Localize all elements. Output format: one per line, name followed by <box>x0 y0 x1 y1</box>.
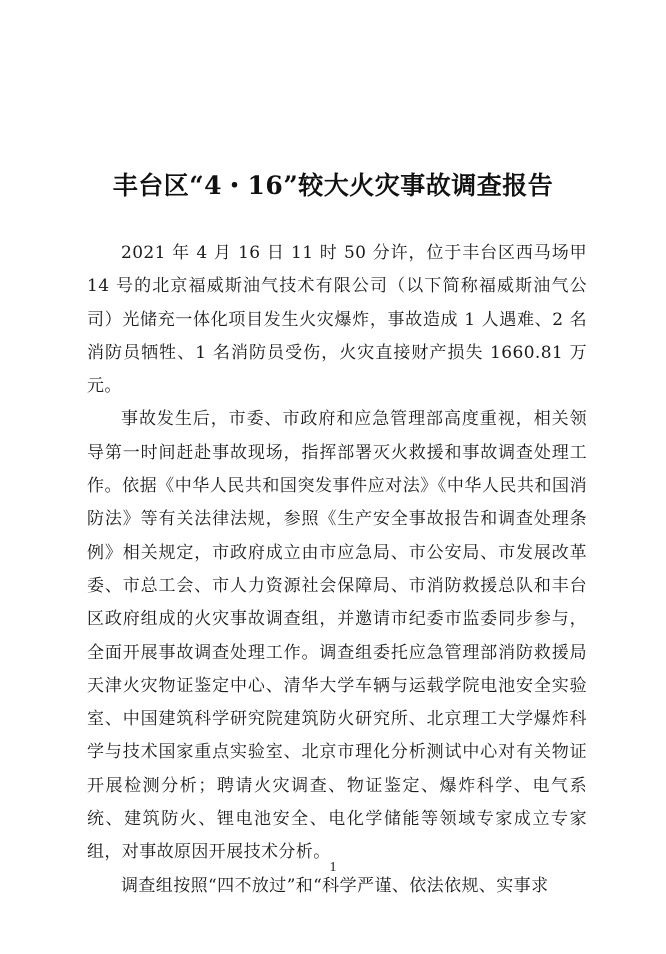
page-number: 1 <box>329 860 337 875</box>
paragraph-incident-summary: 2021 年 4 月 16 日 11 时 50 分许，位于丰台区西马场甲 14 号的北京福威斯油气技术有限公司（以下简称福威斯油气公司）光储充一体化项目发生火灾爆炸，事故造成 1 人遇难、2 名消防员牺牲、1 名消防员受伤，火灾直接财产损失 1660.81 万元。 <box>87 243 587 397</box>
document-title: 丰台区“4・16”较大火灾事故调查报告 <box>112 171 554 200</box>
paragraph-investigation-principles: 调查组按照“四不放过”和“科学严谨、依法依规、实事求 <box>121 875 549 896</box>
document-body <box>87 237 587 903</box>
paragraph-investigation-setup: 事故发生后，市委、市政府和应急管理部高度重视，相关领导第一时间赶赴事故现场，指挥部署灭火救援和事故调查处理工作。依据《中华人民共和国突发事件应对法》《中华人民共和国消防法》等有关法律法规，参照《生产安全事故报告和调查处理条例》相关规定，市政府成立由市应急局、市公安局、市发展改革委、市总工会、市人力资源社会保障局、市消防救援总队和丰台区政府组成的火灾事故调查组，并邀请市纪委市监委同步参与，全面开展事故调查处理工作。调查组委托应急管理部消防救援局天津火灾物证鉴定中心、清华大学车辆与运载学院电池安全实验室、中国建筑科学研究院建筑防火研究所、北京理工大学爆炸科学与技术国家重点实验室、北京市理化分析测试中心对有关物证开展检测分析；聘请火灾调查、物证鉴定、爆炸科学、电气系统、建筑防火、锂电池安全、电化学储能等领域专家成立专家组，对事故原因开展技术分析。 <box>87 409 587 863</box>
